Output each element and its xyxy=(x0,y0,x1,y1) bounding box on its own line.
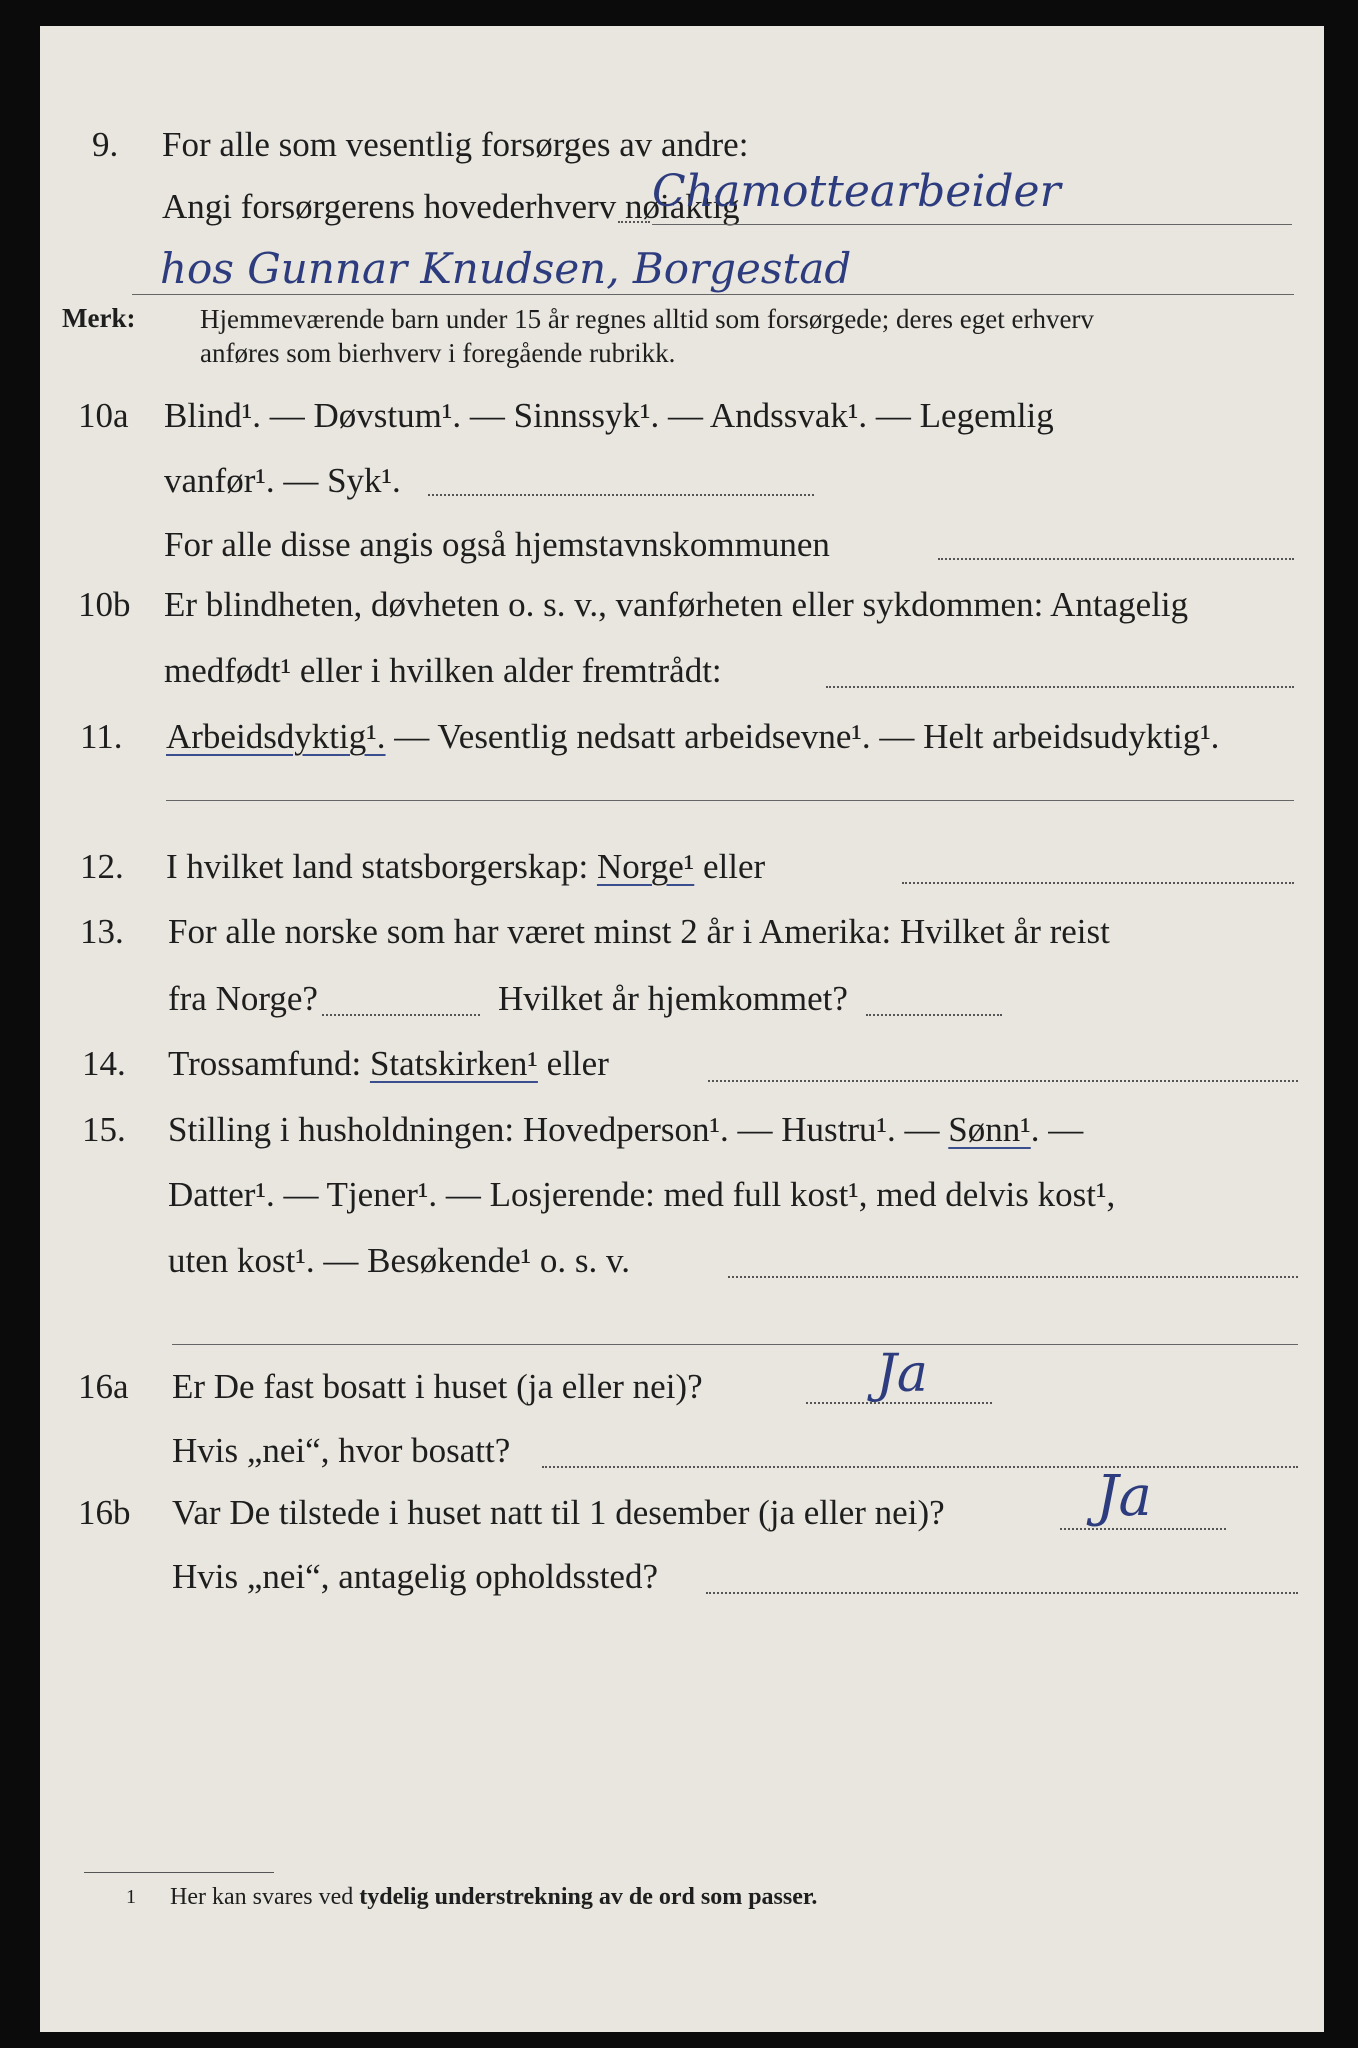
q9-dotted-leader xyxy=(618,221,650,223)
q9-number: 9. xyxy=(92,125,119,164)
q11-selected-option: Arbeidsdyktig¹. xyxy=(166,717,386,756)
q10b-dotted-leader xyxy=(826,686,1294,688)
q14-dotted-leader xyxy=(708,1080,1298,1082)
q13-line2a: fra Norge? xyxy=(168,979,318,1018)
q13-number: 13. xyxy=(80,912,124,951)
q16a-number: 16a xyxy=(78,1367,129,1406)
q10a-dotted-leader2 xyxy=(938,558,1294,560)
footnote-text: Her kan svares ved tydelig understrekning av de ord som passer. xyxy=(170,1884,818,1910)
q11-answer-line xyxy=(166,800,1294,801)
q10a-line3: For alle disse angis også hjemstavnskommunen xyxy=(164,525,830,564)
census-form-page xyxy=(40,26,1324,2032)
q12-dotted-leader xyxy=(902,882,1294,884)
q10b-line1: Er blindheten, døvheten o. s. v., vanførheten eller sykdommen: Antagelig xyxy=(164,585,1189,624)
q16b-number: 16b xyxy=(78,1493,131,1532)
q16a-line2: Hvis „nei“, hvor bosatt? xyxy=(172,1431,511,1470)
q16b-line2: Hvis „nei“, antagelig opholdssted? xyxy=(172,1557,658,1596)
q12-selected-option: Norge¹ xyxy=(596,847,695,886)
merk-line1: Hjemmeværende barn under 15 år regnes alltid som forsørgede; deres eget erhverv xyxy=(200,304,1094,334)
q14-number: 14. xyxy=(82,1044,126,1083)
q16b-handwritten-answer: Ja xyxy=(1096,1464,1152,1529)
q16b-line1: Var De tilstede i huset natt til 1 desember (ja eller nei)? xyxy=(172,1493,945,1532)
q13-line1: For alle norske som har været minst 2 år i Amerika: Hvilket år reist xyxy=(168,912,1110,951)
q15-dotted-leader xyxy=(728,1276,1298,1278)
q15-number: 15. xyxy=(82,1110,126,1149)
q9-answer-line2 xyxy=(132,294,1294,295)
q14-line: Trossamfund: Statskirken¹ eller xyxy=(168,1044,609,1083)
q12-number: 12. xyxy=(80,847,124,886)
q13-line2b: Hvilket år hjemkommet? xyxy=(498,979,848,1018)
q10a-line2: vanfør¹. — Syk¹. xyxy=(164,461,401,500)
q12-line: I hvilket land statsborgerskap: Norge¹ eller xyxy=(166,847,766,886)
q15-selected-option: Sønn¹ xyxy=(948,1110,1031,1149)
q9-line1: For alle som vesentlig forsørges av andre: xyxy=(162,125,749,164)
q15-line3: uten kost¹. — Besøkende¹ o. s. v. xyxy=(168,1241,631,1280)
q16a-line1: Er De fast bosatt i huset (ja eller nei)? xyxy=(172,1367,703,1406)
footnote-rule xyxy=(84,1872,274,1873)
q9-line2: Angi forsørgerens hovederhverv nøiaktig xyxy=(162,187,740,226)
merk-line2: anføres som bierhverv i foregående rubrikk. xyxy=(200,338,676,368)
q10a-number: 10a xyxy=(78,396,129,435)
q10a-dotted-leader1 xyxy=(428,494,814,496)
q16b-dotted-leader2 xyxy=(706,1592,1298,1594)
footnote-mark: 1 xyxy=(126,1886,136,1908)
q14-selected-option: Statskirken¹ xyxy=(369,1044,538,1083)
q10b-line2: medfødt¹ eller i hvilken alder fremtrådt: xyxy=(164,651,722,690)
q13-dotted-leader2 xyxy=(866,1014,1002,1016)
q11-number: 11. xyxy=(80,717,123,756)
q15-line2: Datter¹. — Tjener¹. — Losjerende: med full kost¹, med delvis kost¹, xyxy=(168,1175,1116,1214)
q15-answer-line xyxy=(172,1344,1298,1345)
q15-line1: Stilling i husholdningen: Hovedperson¹. — Hustru¹. — Sønn¹. — xyxy=(168,1110,1084,1149)
q10a-line1: Blind¹. — Døvstum¹. — Sinnssyk¹. — Andssvak¹. — Legemlig xyxy=(164,396,1054,435)
q13-dotted-leader1 xyxy=(322,1014,480,1016)
q16a-dotted-leader2 xyxy=(542,1466,1298,1468)
q9-handwritten-answer2: hos Gunnar Knudsen, Borgestad xyxy=(160,244,852,293)
q9-handwritten-answer1: Chamottearbeider xyxy=(652,166,1061,217)
q16a-handwritten-answer: Ja xyxy=(876,1344,928,1404)
merk-label: Merk: xyxy=(62,303,136,333)
q9-answer-line1 xyxy=(652,224,1292,225)
q11-line: Arbeidsdyktig¹. — Vesentlig nedsatt arbeidsevne¹. — Helt arbeidsudyktig¹. xyxy=(166,717,1220,756)
q10b-number: 10b xyxy=(78,585,131,624)
